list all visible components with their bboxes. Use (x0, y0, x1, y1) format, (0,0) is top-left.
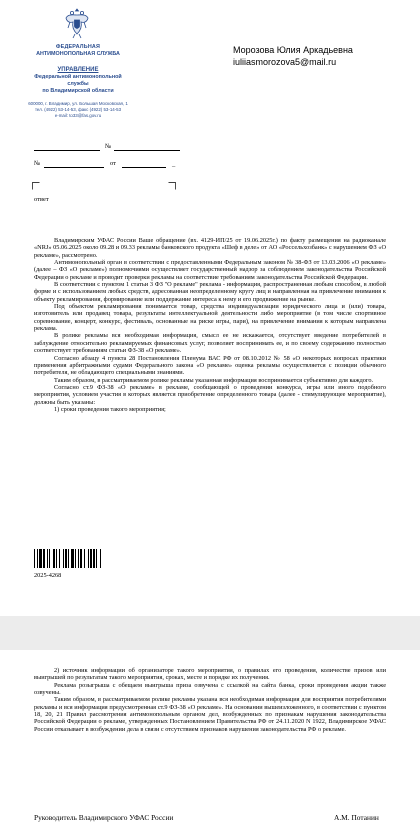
signatory-position: Руководитель Владимирского УФАС России (34, 813, 174, 822)
barcode-bar (71, 549, 74, 568)
reg-ref-number-line (44, 167, 104, 168)
barcode-bar (47, 549, 48, 568)
agency-line-2: АНТИМОНОПОЛЬНАЯ СЛУЖБА (36, 51, 120, 57)
recipient-block (233, 44, 353, 68)
barcode-bar (53, 549, 55, 568)
barcode-image (34, 549, 121, 568)
barcode-bar (63, 549, 64, 568)
paragraph-11: Реклама розыгрыша с обещаем выигрыша приза озвучена с ссылкой на сайта банка, сроки проведения акции также озвучены. (34, 681, 386, 697)
paragraph-7: Таким образом, в рассматриваемом ролике рекламы указанная информация воспринимается субъективно для каждого. (54, 376, 374, 384)
letter-body-page-2 (34, 667, 386, 733)
letter-page-2 (0, 650, 420, 829)
paragraph-1: Владимирским УФАС России Ваше обращение (вх. 4129-ИП/25 от 19.06.2025г.) по факту размещения на радиоканале «NRJ» 05.06.2025 около 09.28 и 09.33 рекламы банковского продукта «Шеф в деле» от АО «Россельхозбанк» с нарушением ФЗ «О рекламе», рассмотрено. (34, 237, 386, 259)
barcode-bar (84, 549, 85, 568)
barcode-number: 2025-4268 (34, 572, 62, 579)
reg-ref-date-line (122, 167, 166, 168)
recipient-name: Морозова Юлия Аркадьевна (233, 45, 353, 55)
barcode-bar (43, 549, 45, 568)
barcode-bar (96, 549, 97, 568)
barcode-bar (80, 549, 82, 568)
signatory-name: А.М. Потанин (334, 813, 379, 822)
paragraph-8: Согласно ст.9 ФЗ-38 «О рекламе» в рекламе, сообщающей о проведении конкурса, игры или иного подобного мероприятия, условием участия в которых является приобретение определенного товара (далее - стимулирующее мероприятие), должны быть указаны: (34, 383, 386, 406)
agency-address: 600000, г. Владимир, ул. Большая Московская, 1 (28, 101, 128, 106)
page-separator (0, 616, 420, 650)
barcode-bar (49, 549, 50, 568)
barcode-bar (88, 549, 89, 568)
barcode-bar (39, 549, 42, 568)
barcode-bar (68, 549, 69, 568)
reg-year-suffix: _ (172, 161, 176, 168)
barcode-bar (90, 549, 92, 568)
paragraph-10: 2) источник информации об организаторе такого мероприятия, о правилах его проведения, количестве призов или выигрышей по результатам такого мероприятия, сроках, месте и порядке их получения. (34, 667, 386, 682)
reg-no-label-1: № (105, 143, 112, 150)
reg-no-label-2: № (34, 160, 41, 167)
reg-number-line (114, 150, 180, 151)
letter-body-page-1 (34, 237, 386, 413)
department-line-2: Федеральной антимонопольной службы (34, 74, 122, 87)
agency-email: e-mail: to33@fas.gov.ru (54, 113, 102, 119)
barcode-bar (93, 549, 95, 568)
department-title: УПРАВЛЕНИЕ (57, 67, 99, 73)
paragraph-4: Под объектом рекламирования понимается товар, средства индивидуализации юридического лица и (или) товара, изготовитель или продавец товара, результаты интеллектуальной деятельности либо мероприятие (в том числе спортивное соревнование, концерт, конкурс, фестиваль, основанные на риске игры, пари), на привлечение внимания к которым направлена реклама. (34, 303, 386, 333)
agency-line-1: ФЕДЕРАЛЬНАЯ (55, 44, 101, 50)
paragraph-3: В соответствии с пунктом 1 статьи 3 ФЗ "О рекламе" реклама - информация, распространенная любым способом, в любой форме и с использованием любых средств, адресованная неопределенному кругу лиц и направленная на привлечение внимания к объекту рекламирования, формирование или поддержание интереса к нему и его продвижение на рынке. (34, 281, 386, 303)
reply-label: ответ (34, 196, 49, 203)
barcode-bar (56, 549, 57, 568)
recipient-email: iuliiasmorozova5@mail.ru (233, 57, 337, 67)
coat-of-arms-icon (64, 6, 90, 40)
paragraph-12: Таким образом, в рассматриваемом ролике рекламы указана вся необходимая информация для восприятия потребителями рекламы и вся информация предусмотренная ст.9 ФЗ-38 «О рекламе». На основании вышеизложенного, в соответствии с пунктом 18, 20, 21 Правил рассмотрения антимонопольным органом дел, возбужденных по признакам нарушения законодательства Российской Федерации о рекламе, утвержденных Постановлением Правительства РФ от 24.11.2020 N 1922, Владимирское УФАС России отказывает в возбуждении дела в связи с отсутствием признаков нарушения законодательства РФ о рекламе. (34, 696, 386, 733)
paragraph-5: В ролике рекламы вся необходимая информация, смысл ее не искажается, отсутствует введение потребителей в заблуждение относительно рекламируемых финансовых услуг, позволяет воспринимать ее, и по своему содержанию полностью соответствует требованиям статьи ФЗ-38 «О рекламе». (34, 332, 386, 355)
barcode-bar (59, 549, 60, 568)
barcode-bar (65, 549, 67, 568)
paragraph-9: 1) сроки проведения такого мероприятия; (54, 405, 166, 413)
paragraph-2: Антимонопольный орган в соответствии с предоставленными Федеральным законом № 38-ФЗ от 13.03.2006 «О рекламе» (далее – ФЗ «О рекламе») полномочиями осуществляет государственный надзор за соблюдением законодательства Российской Федерации о рекламе и проводит проверки рекламы на соответствие требованиям законодательства Российской Федерации. (34, 259, 386, 281)
corner-mark-right (168, 182, 176, 190)
reg-date-line (34, 150, 100, 151)
agency-header (24, 44, 132, 120)
barcode-bar (75, 549, 76, 568)
barcode-bar (100, 549, 101, 568)
paragraph-6: Согласно абзацу 4 пункта 28 Постановления Пленума ВАС РФ от 08.10.2012 № 58 «О некоторых вопросах практики применения арбитражными судами Федерального закона «О рекламе» оценка рекламы осуществляется с позиции обычного потребителя, не обладающего специальными знаниями. (34, 354, 386, 377)
barcode-bar (78, 549, 79, 568)
barcode-bar (37, 549, 38, 568)
department-line-3: по Владимирской области (42, 88, 114, 94)
agency-phone: тел. (4922) 53-14-53, факс (4922) 53-14-53 (34, 107, 122, 113)
barcode-bar (34, 549, 35, 568)
corner-mark-left (32, 182, 40, 190)
reg-from-label: от (110, 160, 117, 167)
